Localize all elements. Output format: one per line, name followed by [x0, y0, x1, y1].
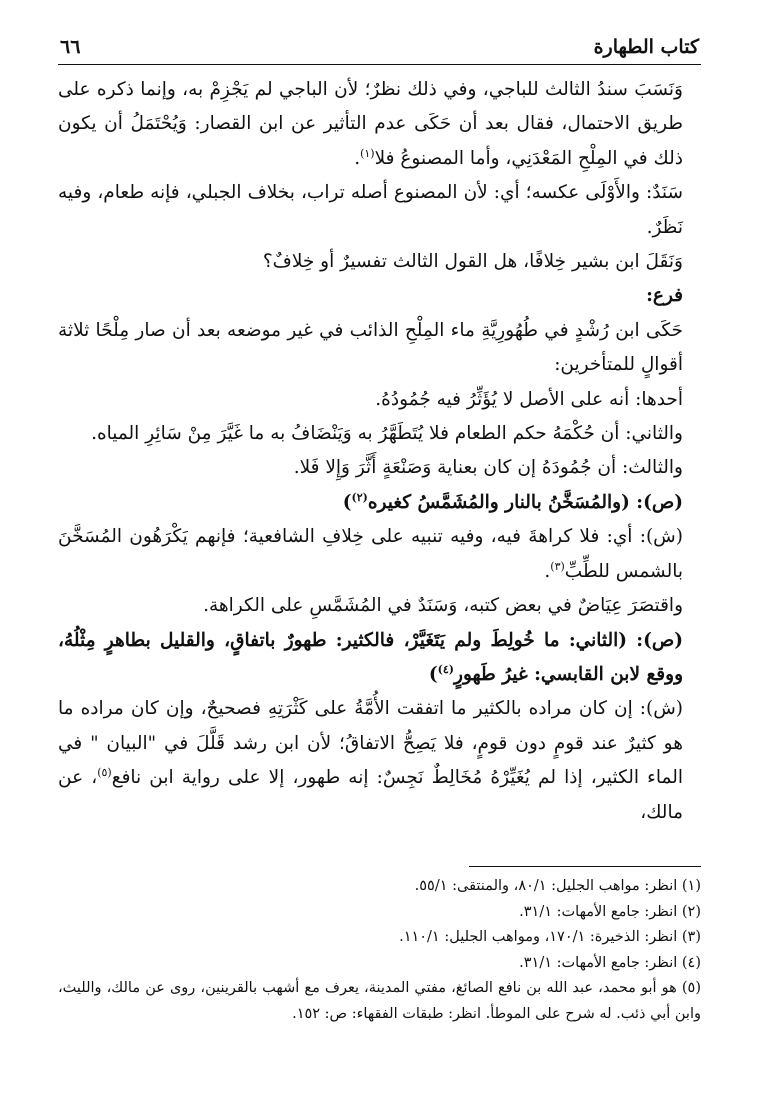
- paragraph: وَنَسَبَ سندُ الثالث للباجي، وفي ذلك نظرٌ؛ لأن الباجي لم يَجْزِمْ به، وإنما ذكره على طريق الاحتمال، فقال بعد أن حَكَى عدم التأثير عن ابن القصار: وَيُحْتَمَلُ أن يكون ذلك في المِلْحِ المَعْدَنِي، وأما المصنوعُ فلا$^{(١)}$.: [58, 79, 683, 169]
- paragraph: وَنَقَلَ ابن بشير خِلافًا، هل القول الثالث تفسيرٌ أو خِلافٌ؟: [262, 251, 683, 273]
- paragraph: سَنَدٌ: والأَوْلَى عكسه؛ أي: لأن المصنوع أصله تراب، بخلاف الجبلي، فإنه طعام، وفيه نَظَرٌ.: [58, 182, 683, 238]
- main-text: [58, 73, 701, 830]
- footnote: (٤) انظر: جامع الأمهات: ٣١/١.: [519, 954, 701, 971]
- paragraph: والثاني: أن حُكْمَهُ حكم الطعام فلا يُتَطَهَّرُ به وَيَنْضَافُ به ما غَيَّرَ مِنْ سَائِرِ المياه.: [91, 423, 683, 445]
- footnote-marker[interactable]: (٣): [550, 559, 565, 573]
- footnote: (٥) هو أبو محمد، عبد الله بن نافع الصائغ، مفتي المدينة، يعرف مع أشهب بالقرينين، روى عن مالك، والليث، وابن أبي ذئب. له شرح على الموطأ. انظر: طبقات الفقهاء: ص: ١٥٢.: [58, 980, 701, 1022]
- footnote: (١) انظر: مواهب الجليل: ٨٠/١، والمنتقى: ٥٥/١.: [414, 878, 701, 894]
- footnote-marker[interactable]: (٤): [437, 662, 455, 676]
- matn-quote: (ص): (الثاني: ما خُولِطَ ولم يَتَغَيَّرْ، فالكثير: طهورٌ باتفاقٍ، والقليل بطاهرٍ مِثْلُهُ، ووقع لابن القابسي: غيرُ طَهورٍ$^{(٤)}$): [58, 629, 683, 685]
- footnote: (٢) انظر: جامع الأمهات: ٣١/١.: [519, 903, 701, 920]
- paragraph: (ش): أي: فلا كراهةَ فيه، وفيه تنبيه على خِلافِ الشافعية؛ فإنهم يَكْرَهُون المُسَخَّنَ بالشمس للطِّبِّ$^{(٣)}$.: [58, 526, 683, 582]
- footnote-marker[interactable]: (١): [360, 146, 375, 160]
- page-number: ٦٦: [60, 36, 81, 58]
- paragraph: واقتصَرَ عِيَاضٌ في بعض كتبه، وَسَنَدٌ في المُشَمَّسِ على الكراهة.: [203, 595, 683, 617]
- paragraph: (ش): إن كان مراده بالكثير ما اتفقت الأُمَّةُ على كَثْرَتِهِ فصحيحٌ، وإن كان مراده ما هو كثيرٌ عند قومٍ دون قومٍ، فلا يَصِحُّ الاتفاقُ؛ لأن ابن رشد قَلَّلَ في "البيان " في الماء الكثير، إذا لم يُغَيِّرْهُ مُخَالِطٌ نَجِسٌ: إنه طهور، إلا على رواية ابن نافع$^{(٥)}$، عن مالك،: [58, 698, 684, 823]
- section-heading: فرع:: [646, 285, 683, 307]
- matn-quote: (ص): (والمُسَخَّنُ بالنار والمُشَمَّسُ كغيره$^{(٢)}$): [342, 490, 683, 513]
- footnote-marker[interactable]: (٢): [351, 490, 368, 504]
- paragraph: والثالث: أن جُمُودَهُ إن كان بعناية وَصَنْعَةٍ أَثَّرَ وَإِلا فَلا.: [293, 457, 683, 479]
- paragraph: أحدها: أنه على الأصل لا يُؤَثِّرُ فيه جُمُودُهُ.: [375, 388, 683, 410]
- running-header: [58, 36, 701, 65]
- footnote: (٣) انظر: الذخيرة: ١٧٠/١، ومواهب الجليل: ١١٠/١.: [399, 929, 701, 945]
- paragraph: حَكَى ابن رُشْدٍ في طُهُورِيَّةِ ماء المِلْحِ الذائب في غير موضعه بعد أن صار مِلْحًا ثلاثة أقوالٍ للمتأخرين:: [58, 319, 683, 376]
- book-title: كتاب الطهارة: [593, 36, 699, 58]
- footnote-divider: [469, 866, 701, 867]
- footnotes: [58, 874, 701, 1027]
- footnote-marker[interactable]: (٥): [97, 765, 112, 779]
